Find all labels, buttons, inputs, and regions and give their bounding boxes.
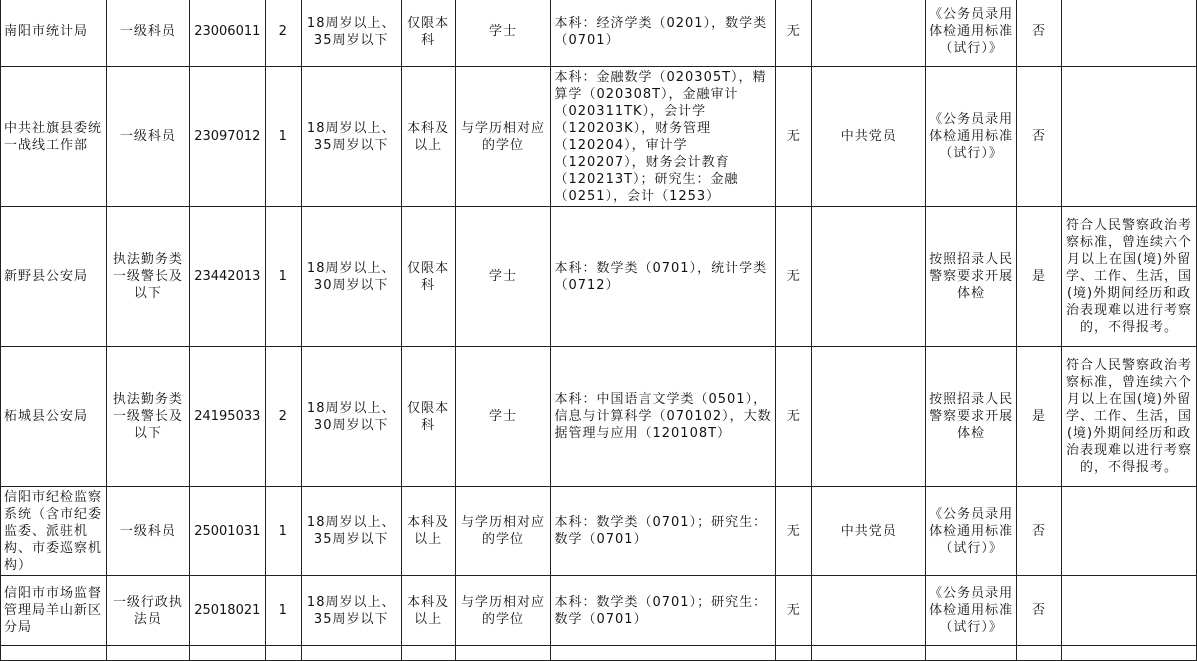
physical-cell: 《公务员录用体检通用标准（试行）》 bbox=[926, 67, 1017, 207]
code-cell: 23097012 bbox=[189, 67, 265, 207]
position-cell: 一级行政执法员 bbox=[106, 576, 189, 646]
position-cell: 执法勤务类一级警长及以下 bbox=[106, 207, 189, 347]
unit-cell: 新野县公安局 bbox=[1, 207, 107, 347]
partial-cell bbox=[1062, 646, 1197, 661]
experience-cell: 无 bbox=[776, 67, 812, 207]
partial-cell bbox=[455, 646, 551, 661]
degree-cell: 学士 bbox=[455, 207, 551, 347]
count-cell: 2 bbox=[265, 347, 301, 487]
major-text: 本科：数学类（0701）；研究生：数学（0701） bbox=[554, 515, 768, 547]
partial-cell bbox=[106, 646, 189, 661]
age-cell: 18周岁以上、30周岁以下 bbox=[301, 347, 401, 487]
unit-text: 信阳市纪检监察系统（含市纪委监委、派驻机构、市委巡察机构） bbox=[4, 489, 103, 573]
politics-cell: 中共党员 bbox=[812, 487, 926, 576]
degree-cell: 学士 bbox=[455, 347, 551, 487]
physical-cell: 按照招录人民警察要求开展体检 bbox=[926, 347, 1017, 487]
table-row bbox=[1, 576, 1197, 646]
position-cell: 一级科员 bbox=[106, 67, 189, 207]
assessment-cell: 否 bbox=[1017, 67, 1062, 207]
degree-cell: 与学历相对应的学位 bbox=[455, 487, 551, 576]
unit-cell bbox=[1, 487, 107, 576]
table-row bbox=[1, 487, 1197, 576]
major-cell bbox=[551, 487, 776, 576]
count-cell: 1 bbox=[265, 487, 301, 576]
education-cell: 仅限本科 bbox=[401, 0, 455, 67]
code-cell: 23442013 bbox=[189, 207, 265, 347]
partial-cell bbox=[926, 646, 1017, 661]
partial-cell bbox=[189, 646, 265, 661]
major-text: 本科：经济学类（0201），数学类（0701） bbox=[554, 15, 768, 48]
partial-cell bbox=[551, 646, 776, 661]
degree-cell: 与学历相对应的学位 bbox=[455, 67, 551, 207]
assessment-cell: 否 bbox=[1017, 0, 1062, 67]
code-cell: 23006011 bbox=[189, 0, 265, 67]
politics-cell bbox=[812, 347, 926, 487]
count-cell: 2 bbox=[265, 0, 301, 67]
code-cell: 24195033 bbox=[189, 347, 265, 487]
partial-cell bbox=[301, 646, 401, 661]
position-cell: 一级科员 bbox=[106, 487, 189, 576]
table-row bbox=[1, 347, 1197, 487]
partial-cell bbox=[1, 646, 107, 661]
code-cell: 25001031 bbox=[189, 487, 265, 576]
major-cell bbox=[551, 576, 776, 646]
age-cell: 18周岁以上、30周岁以下 bbox=[301, 207, 401, 347]
unit-cell: 柘城县公安局 bbox=[1, 347, 107, 487]
experience-cell: 无 bbox=[776, 207, 812, 347]
unit-text: 信阳市市场监督管理局羊山新区分局 bbox=[4, 586, 103, 635]
remarks-cell bbox=[1062, 67, 1197, 207]
physical-cell: 《公务员录用体检通用标准（试行）》 bbox=[926, 0, 1017, 67]
remarks-text: 符合人民警察政治考察标准，曾连续六个月以上在国(境)外留学、工作、生活，国(境)外期间经历和政治表现难以进行考察的，不得报考。 bbox=[1066, 358, 1193, 475]
unit-cell: 南阳市统计局 bbox=[1, 0, 107, 67]
partial-cell bbox=[1017, 646, 1062, 661]
position-cell: 一级科员 bbox=[106, 0, 189, 67]
experience-cell: 无 bbox=[776, 347, 812, 487]
experience-cell: 无 bbox=[776, 576, 812, 646]
politics-cell bbox=[812, 0, 926, 67]
major-text: 本科：金融数学（020305T），精算学（020308T），金融审计（020311TK），会计学（120203K），财务管理（120204），审计学（120207），财务会计教育（120213T）；研究生：金融（0251），会计（1253） bbox=[554, 69, 767, 204]
unit-cell bbox=[1, 576, 107, 646]
politics-cell bbox=[812, 207, 926, 347]
degree-cell: 与学历相对应的学位 bbox=[455, 576, 551, 646]
degree-cell: 学士 bbox=[455, 0, 551, 67]
remarks-cell bbox=[1062, 0, 1197, 67]
assessment-cell: 否 bbox=[1017, 576, 1062, 646]
remarks-cell bbox=[1062, 576, 1197, 646]
age-cell: 18周岁以上、35周岁以下 bbox=[301, 487, 401, 576]
remarks-cell bbox=[1062, 207, 1197, 347]
remarks-cell bbox=[1062, 347, 1197, 487]
education-cell: 本科及以上 bbox=[401, 487, 455, 576]
assessment-cell: 是 bbox=[1017, 207, 1062, 347]
experience-cell: 无 bbox=[776, 487, 812, 576]
major-cell bbox=[551, 0, 776, 67]
physical-cell: 《公务员录用体检通用标准（试行）》 bbox=[926, 487, 1017, 576]
partial-cell bbox=[401, 646, 455, 661]
major-cell bbox=[551, 67, 776, 207]
position-cell: 执法勤务类一级警长及以下 bbox=[106, 347, 189, 487]
major-text: 本科：数学类（0701）；研究生：数学（0701） bbox=[554, 594, 768, 627]
education-cell: 仅限本科 bbox=[401, 347, 455, 487]
politics-cell: 中共党员 bbox=[812, 67, 926, 207]
partial-cell bbox=[776, 646, 812, 661]
remarks-cell bbox=[1062, 487, 1197, 576]
age-cell: 18周岁以上、35周岁以下 bbox=[301, 0, 401, 67]
education-cell: 本科及以上 bbox=[401, 67, 455, 207]
assessment-cell: 是 bbox=[1017, 347, 1062, 487]
count-cell: 1 bbox=[265, 576, 301, 646]
major-cell bbox=[551, 347, 776, 487]
assessment-cell: 否 bbox=[1017, 487, 1062, 576]
table-row-partial bbox=[1, 646, 1197, 661]
table-row bbox=[1, 67, 1197, 207]
politics-cell bbox=[812, 576, 926, 646]
partial-cell bbox=[265, 646, 301, 661]
table-row bbox=[1, 0, 1197, 67]
unit-cell: 中共社旗县委统一战线工作部 bbox=[1, 67, 107, 207]
major-text: 本科：数学类（0701），统计学类（0712） bbox=[554, 260, 768, 293]
education-cell: 本科及以上 bbox=[401, 576, 455, 646]
education-cell: 仅限本科 bbox=[401, 207, 455, 347]
experience-cell: 无 bbox=[776, 0, 812, 67]
age-cell: 18周岁以上、35周岁以下 bbox=[301, 576, 401, 646]
code-cell: 25018021 bbox=[189, 576, 265, 646]
major-text: 本科：中国语言文学类（0501），信息与计算科学（070102），大数据管理与应用（120108T） bbox=[554, 392, 772, 441]
physical-cell bbox=[926, 576, 1017, 646]
count-cell: 1 bbox=[265, 67, 301, 207]
table-row bbox=[1, 207, 1197, 347]
physical-text: 《公务员录用体检通用标准（试行）》 bbox=[929, 586, 1014, 635]
age-cell: 18周岁以上、35周岁以下 bbox=[301, 67, 401, 207]
partial-cell bbox=[812, 646, 926, 661]
remarks-text: 符合人民警察政治考察标准，曾连续六个月以上在国(境)外留学、工作、生活，国(境)外期间经历和政治表现难以进行考察的，不得报考。 bbox=[1066, 218, 1193, 335]
count-cell: 1 bbox=[265, 207, 301, 347]
major-cell bbox=[551, 207, 776, 347]
physical-cell: 按照招录人民警察要求开展体检 bbox=[926, 207, 1017, 347]
